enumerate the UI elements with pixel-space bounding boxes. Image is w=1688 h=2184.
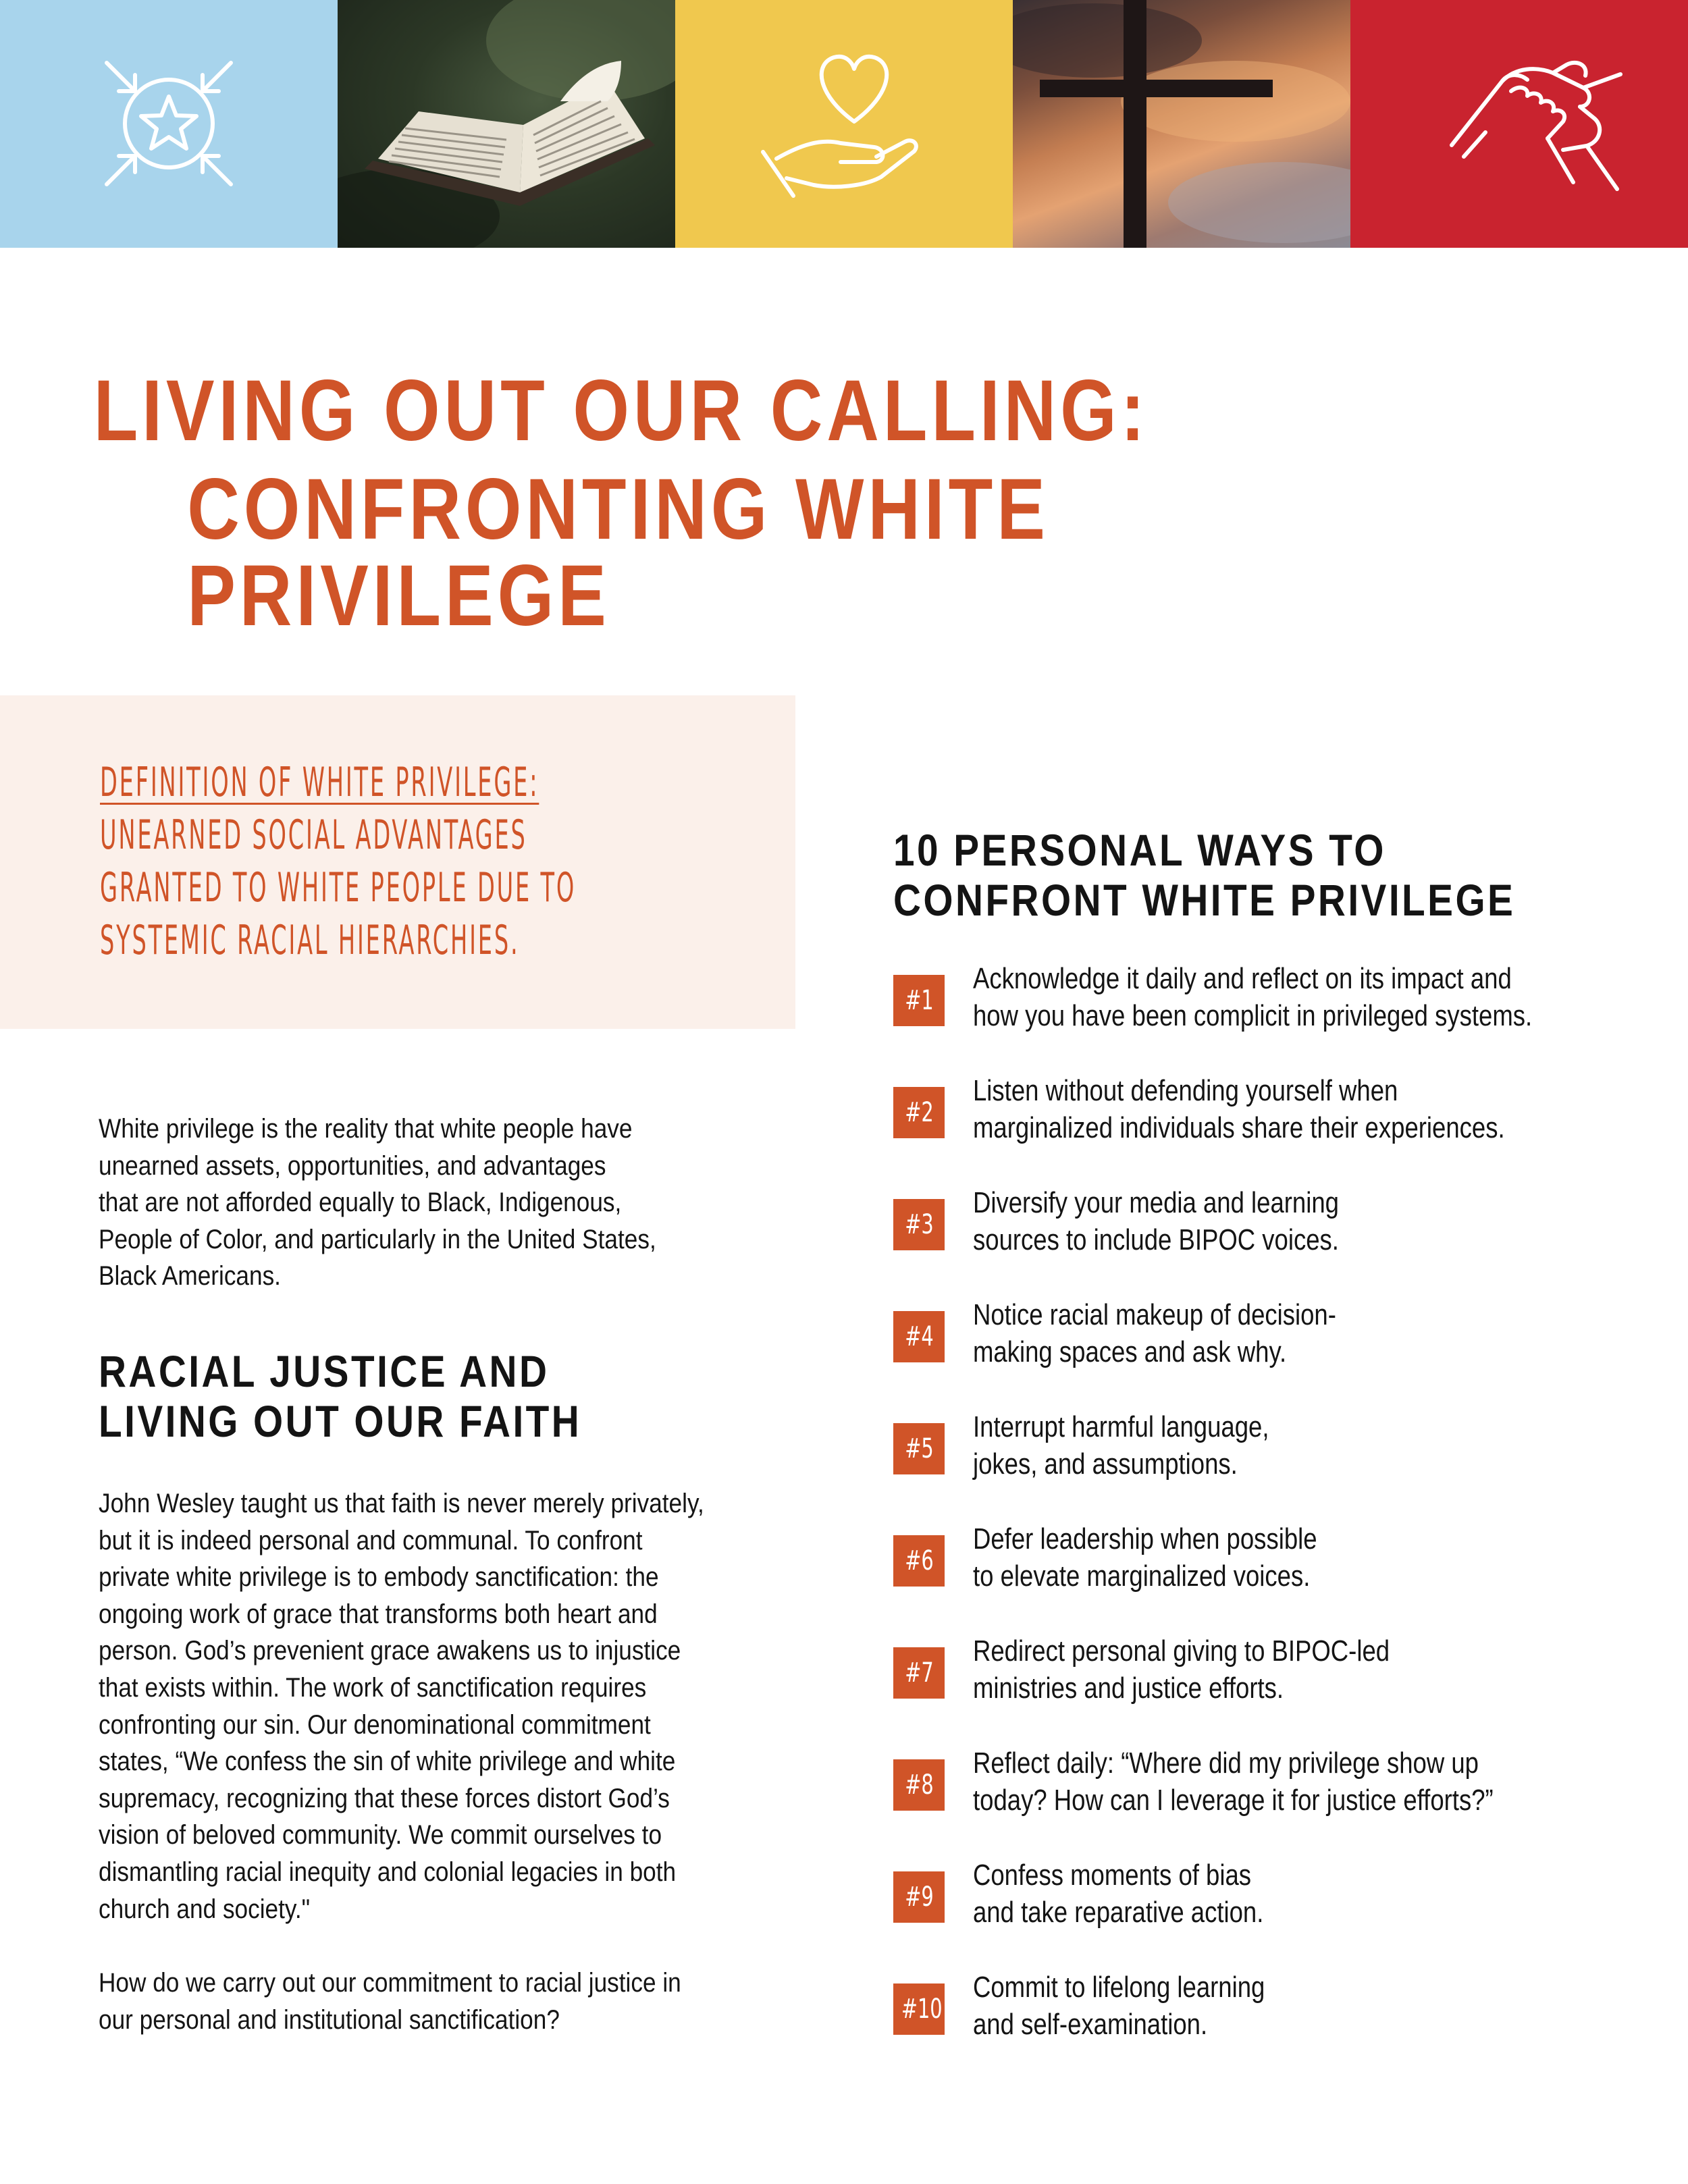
badge-label: #3 (904, 1209, 934, 1240)
item-text (973, 1632, 1645, 1707)
item-text (973, 1744, 1645, 1819)
text-line: Defer leadership when possible (973, 1522, 1317, 1555)
text-line: sources to include BIPOC voices. (973, 1223, 1339, 1256)
item-text (973, 1857, 1645, 1931)
closing-question (99, 1965, 770, 2038)
text-line: Acknowledge it daily and reflect on its impact and (973, 962, 1512, 995)
list-item (893, 1744, 1650, 1826)
text-line: Confess moments of bias (973, 1859, 1252, 1892)
heart-hand-panel (675, 0, 1013, 248)
definition-line: GRANTED TO WHITE PEOPLE DUE TO (100, 864, 577, 911)
number-badge (893, 1087, 945, 1138)
heart-hand-icon (675, 0, 1013, 248)
title-line-2: CONFRONTING WHITE PRIVILEGE (187, 461, 1049, 644)
ways-heading (893, 825, 1515, 925)
item-text (973, 1520, 1645, 1595)
text-line: person. God’s prevenient grace awakens us to injustice (99, 1636, 681, 1666)
text-line: jokes, and assumptions. (973, 1447, 1238, 1481)
badge-label: #4 (904, 1321, 934, 1352)
text-line: supremacy, recognizing that these forces distort God’s (99, 1783, 670, 1813)
number-badge (893, 1311, 945, 1362)
text-line: church and society." (99, 1894, 311, 1924)
item-text (973, 1072, 1645, 1146)
badge-label: #8 (904, 1769, 934, 1801)
text-line: private white privilege is to embody sanctification: the (99, 1562, 659, 1593)
item-text (973, 1969, 1645, 2043)
badge-label: #5 (904, 1433, 934, 1464)
text-line: Interrupt harmful language, (973, 1410, 1269, 1443)
number-badge (893, 1535, 945, 1587)
badge-label: #2 (904, 1097, 934, 1128)
text-line: our personal and institutional sanctification? (99, 2004, 560, 2035)
intro-paragraph (99, 1111, 770, 1295)
faith-section-heading (99, 1346, 581, 1446)
text-line: Reflect daily: “Where did my privilege show up (973, 1747, 1479, 1780)
list-item (893, 1184, 1650, 1265)
item-text (973, 1408, 1645, 1483)
text-line: ministries and justice efforts. (973, 1672, 1284, 1705)
badge-label: #9 (904, 1882, 934, 1913)
open-bible-photo (338, 0, 675, 248)
text-line: confronting our sin. Our denominational commitment (99, 1709, 651, 1740)
text-line: People of Color, and particularly in the United States, (99, 1224, 656, 1254)
definition-heading: DEFINITION OF WHITE PRIVILEGE: (100, 759, 539, 806)
badge-label: #7 (904, 1657, 934, 1688)
item-text (973, 1184, 1645, 1258)
star-target-panel (0, 0, 338, 248)
text-line: How do we carry out our commitment to racial justice in (99, 1968, 681, 1998)
number-badge (893, 1871, 945, 1923)
text-line: that are not afforded equally to Black, Indigenous, (99, 1188, 622, 1218)
text-line: John Wesley taught us that faith is never merely privately, (99, 1489, 704, 1518)
clasped-hands-panel (1350, 0, 1688, 248)
badge-label: #6 (904, 1545, 934, 1576)
list-item (893, 1632, 1650, 1713)
number-badge (893, 1647, 945, 1699)
text-line: today? How can I leverage it for justice efforts?” (973, 1784, 1494, 1817)
text-line: marginalized individuals share their experiences. (973, 1111, 1505, 1144)
page-title (0, 363, 1418, 644)
list-item (893, 1408, 1650, 1489)
star-target-icon (0, 0, 338, 248)
text-line: to elevate marginalized voices. (973, 1560, 1311, 1593)
text-line: White privilege is the reality that white people have (99, 1114, 633, 1144)
heading-line: 10 PERSONAL WAYS TO (893, 825, 1386, 875)
text-line: unearned assets, opportunities, and advantages (99, 1150, 606, 1181)
text-line: Black Americans. (99, 1261, 281, 1291)
text-line: but it is indeed personal and communal. To confront (99, 1525, 643, 1555)
definition-line: UNEARNED SOCIAL ADVANTAGES (100, 811, 527, 859)
text-line: Redirect personal giving to BIPOC-led (973, 1634, 1390, 1668)
definition-box (0, 695, 795, 1029)
list-item (893, 1969, 1650, 2050)
cross-sky-panel (1013, 0, 1350, 248)
list-item (893, 1857, 1650, 1938)
text-line: vision of beloved community. We commit ourselves to (99, 1820, 662, 1850)
text-line: dismantling racial inequity and colonial legacies in both (99, 1857, 677, 1887)
text-line: states, “We confess the sin of white privilege and white (99, 1747, 676, 1777)
title-line-1: LIVING OUT OUR CALLING: (93, 363, 1149, 459)
number-badge (893, 1423, 945, 1474)
text-line: making spaces and ask why. (973, 1335, 1287, 1368)
definition-line: SYSTEMIC RACIAL HIERARCHIES. (100, 917, 520, 964)
text-line: Notice racial makeup of decision- (973, 1298, 1336, 1331)
badge-label: #10 (901, 1994, 943, 2025)
cross-sky-photo (1013, 0, 1350, 248)
heading-line: CONFRONT WHITE PRIVILEGE (893, 875, 1516, 925)
open-bible-panel (338, 0, 675, 248)
item-text (973, 1296, 1645, 1370)
list-item (893, 1520, 1650, 1601)
number-badge (893, 975, 945, 1026)
list-item (893, 1072, 1650, 1153)
faith-body-paragraph (99, 1485, 770, 1927)
clasped-hands-icon (1350, 0, 1688, 248)
list-item (893, 1296, 1650, 1377)
number-badge (893, 1199, 945, 1250)
text-line: that exists within. The work of sanctification requires (99, 1672, 647, 1703)
text-line: Listen without defending yourself when (973, 1074, 1398, 1107)
text-line: how you have been complicit in privileged systems. (973, 999, 1533, 1032)
number-badge (893, 1759, 945, 1811)
heading-line: LIVING OUT OUR FAITH (99, 1396, 582, 1446)
header-banner (0, 0, 1688, 248)
text-line: Commit to lifelong learning (973, 1971, 1265, 2004)
badge-label: #1 (904, 985, 934, 1016)
number-badge (893, 1983, 945, 2035)
text-line: ongoing work of grace that transforms both heart and (99, 1599, 658, 1629)
heading-line: RACIAL JUSTICE AND (99, 1346, 550, 1396)
item-text (973, 960, 1645, 1034)
text-line: and take reparative action. (973, 1896, 1264, 1929)
text-line: Diversify your media and learning (973, 1186, 1339, 1219)
list-item (893, 960, 1650, 1041)
text-line: and self-examination. (973, 2008, 1208, 2041)
